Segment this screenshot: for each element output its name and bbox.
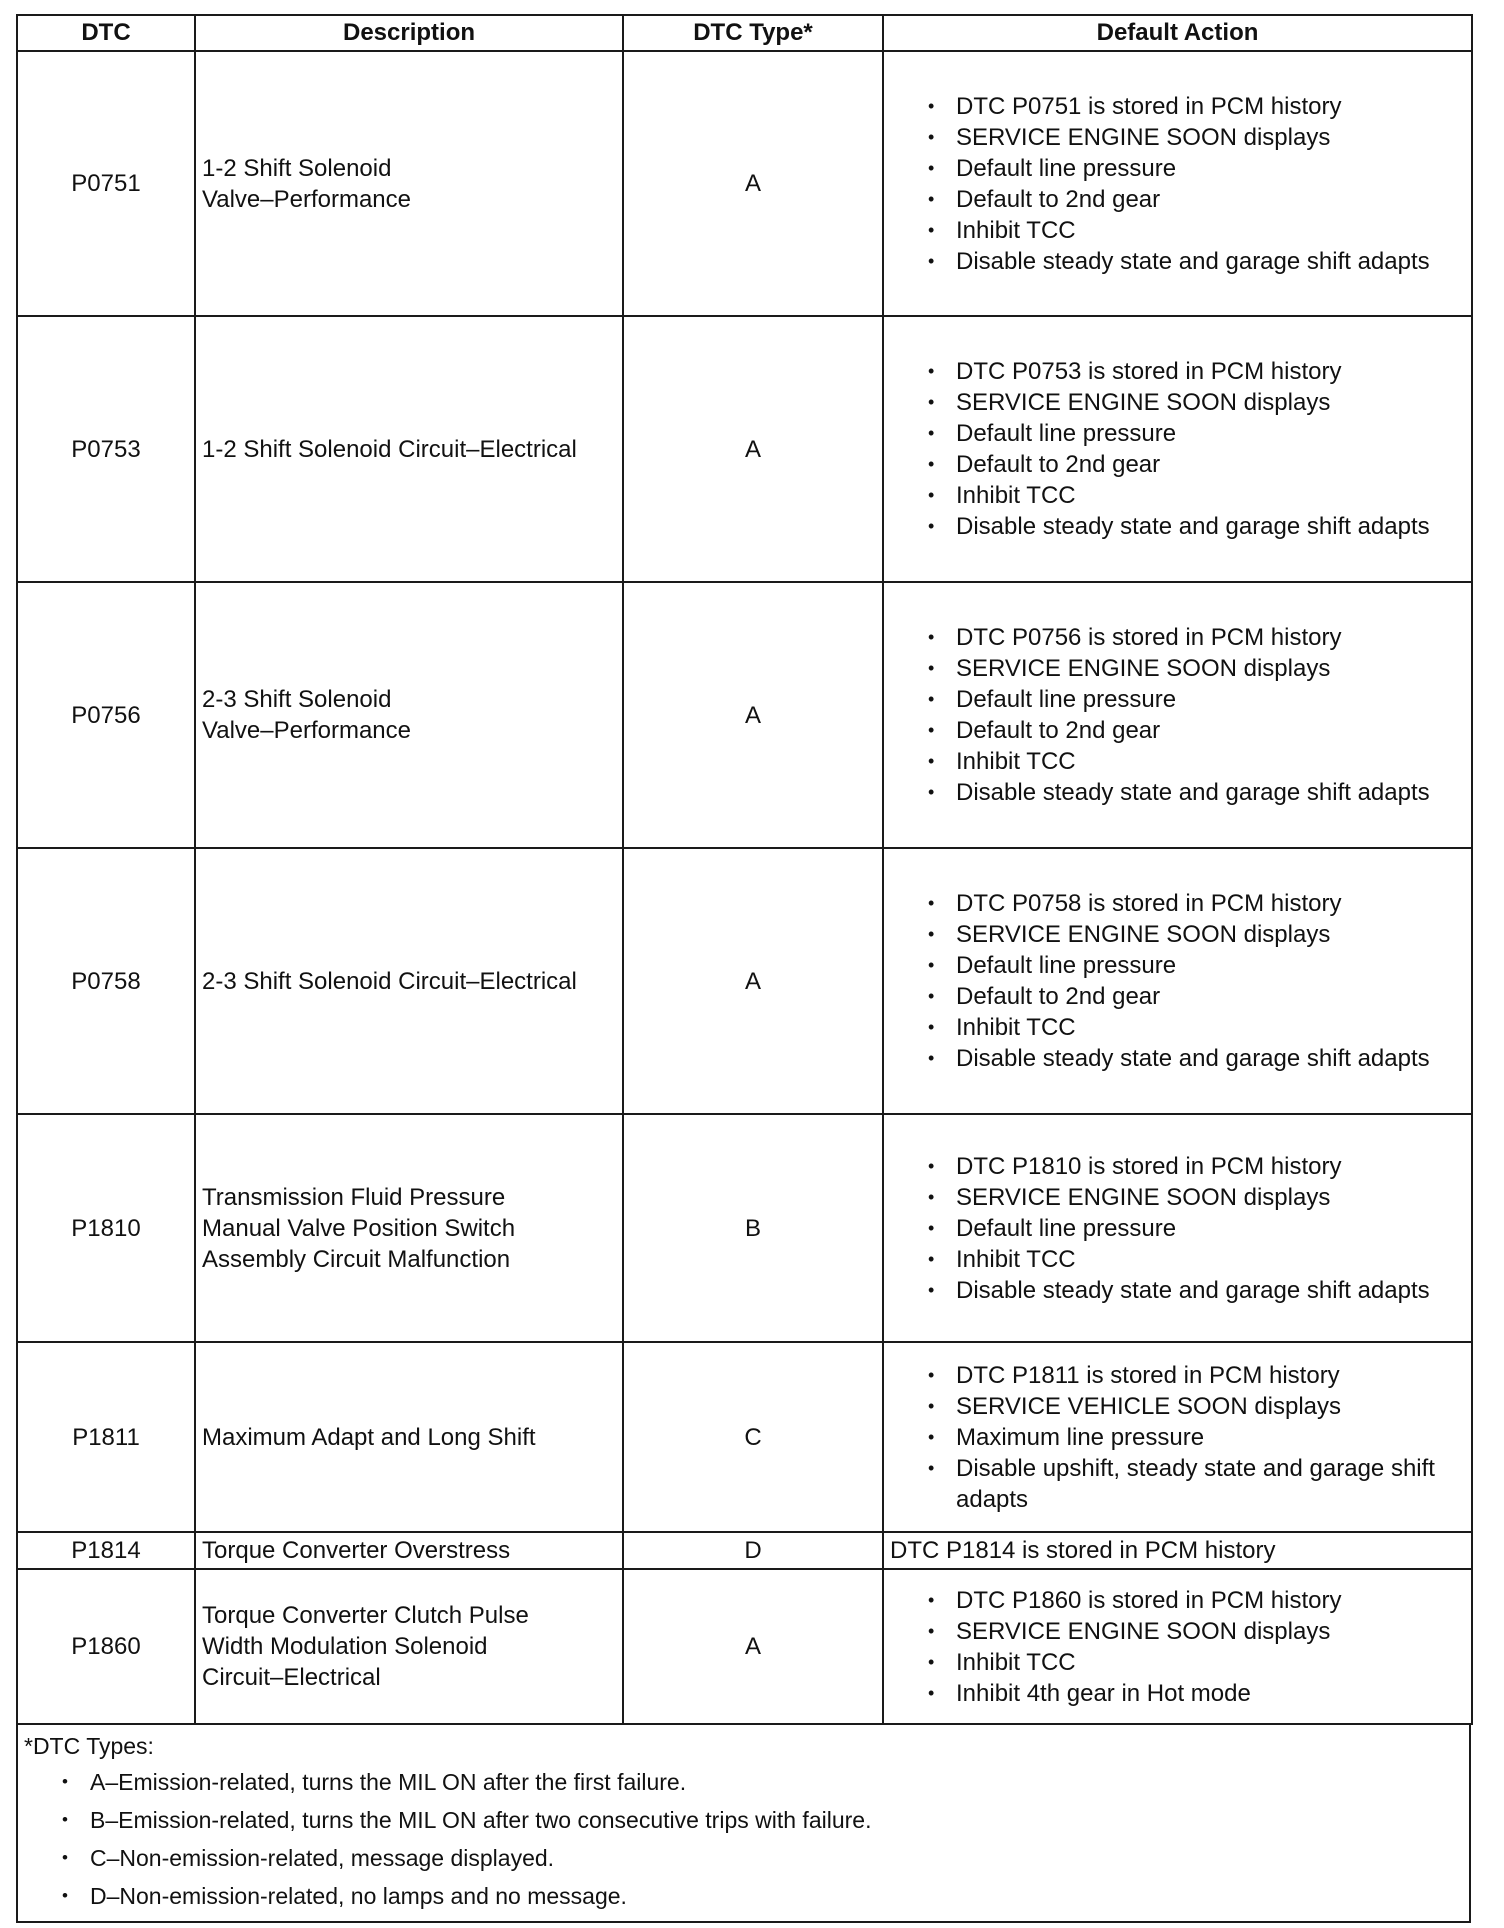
description-text: 1-2 Shift Solenoid Valve–Performance xyxy=(202,154,411,213)
header-default-action: Default Action xyxy=(883,15,1472,51)
list-item: • DTC P0756 is stored in PCM history xyxy=(888,622,1467,653)
list-item: • Disable steady state and garage shift adapts xyxy=(888,511,1467,542)
dtc-type: A xyxy=(623,848,883,1114)
dtc-description xyxy=(195,582,623,848)
list-item: • Inhibit TCC xyxy=(888,215,1467,246)
list-item: • Disable steady state and garage shift adapts xyxy=(888,1275,1467,1306)
dtc-type: B xyxy=(623,1114,883,1342)
description-text: 2-3 Shift Solenoid Valve–Performance xyxy=(202,686,411,744)
list-item: • Default to 2nd gear xyxy=(888,184,1467,215)
action-list xyxy=(888,622,1467,808)
list-item: • Inhibit TCC xyxy=(888,1647,1467,1678)
dtc-description xyxy=(195,1114,623,1342)
dtc-type: A xyxy=(623,316,883,582)
footnote-title: *DTC Types: xyxy=(24,1733,154,1759)
action-list xyxy=(888,1585,1467,1709)
list-item: • Disable upshift, steady state and garage shift adapts xyxy=(888,1453,1467,1515)
list-item: • D–Non-emission-related, no lamps and no message. xyxy=(18,1877,1469,1915)
list-item: • DTC P1860 is stored in PCM history xyxy=(888,1585,1467,1616)
table-row xyxy=(17,1569,1472,1724)
default-action: DTC P1814 is stored in PCM history xyxy=(883,1532,1472,1569)
list-item: • Default line pressure xyxy=(888,153,1467,184)
list-item: • SERVICE ENGINE SOON displays xyxy=(888,1182,1467,1213)
dtc-description xyxy=(195,1569,623,1724)
dtc-description xyxy=(195,51,623,316)
list-item: • SERVICE ENGINE SOON displays xyxy=(888,122,1467,153)
dtc-description xyxy=(195,848,623,1114)
table-row xyxy=(17,848,1472,1114)
list-item: • Default line pressure xyxy=(888,684,1467,715)
list-item: • SERVICE ENGINE SOON displays xyxy=(888,919,1467,950)
header-dtc-type: DTC Type* xyxy=(623,15,883,51)
description-text: Torque Converter Clutch Pulse Width Modulation Solenoid Circuit–Electrical xyxy=(202,1602,529,1691)
list-item: • SERVICE ENGINE SOON displays xyxy=(888,387,1467,418)
list-item: • C–Non-emission-related, message displayed. xyxy=(18,1839,1469,1877)
list-item: • Disable steady state and garage shift adapts xyxy=(888,246,1467,277)
dtc-code: P0756 xyxy=(17,582,195,848)
action-list xyxy=(888,356,1467,542)
table-row xyxy=(17,1114,1472,1342)
action-list xyxy=(888,1360,1467,1515)
dtc-type: A xyxy=(623,582,883,848)
list-item: • Default to 2nd gear xyxy=(888,715,1467,746)
default-action xyxy=(883,1342,1472,1532)
list-item: • B–Emission-related, turns the MIL ON after two consecutive trips with failure. xyxy=(18,1801,1469,1839)
default-action xyxy=(883,51,1472,316)
list-item: • DTC P0751 is stored in PCM history xyxy=(888,91,1467,122)
dtc-code: P0758 xyxy=(17,848,195,1114)
default-action xyxy=(883,848,1472,1114)
list-item: • Default line pressure xyxy=(888,950,1467,981)
dtc-code: P0751 xyxy=(17,51,195,316)
description-text: 1-2 Shift Solenoid Circuit–Electrical xyxy=(202,435,577,463)
header-dtc: DTC xyxy=(17,15,195,51)
dtc-table-sheet xyxy=(16,14,1471,1923)
dtc-description xyxy=(195,316,623,582)
table-row xyxy=(17,316,1472,582)
dtc-code: P1814 xyxy=(17,1532,195,1569)
list-item: • Inhibit TCC xyxy=(888,746,1467,777)
dtc-type: A xyxy=(623,1569,883,1724)
default-action xyxy=(883,1114,1472,1342)
list-item: • DTC P1810 is stored in PCM history xyxy=(888,1151,1467,1182)
footnote-list xyxy=(18,1763,1469,1915)
dtc-type: D xyxy=(623,1532,883,1569)
description-text: Maximum Adapt and Long Shift xyxy=(202,1423,536,1451)
list-item: • Disable steady state and garage shift adapts xyxy=(888,777,1467,808)
dtc-code: P1811 xyxy=(17,1342,195,1532)
default-action xyxy=(883,1569,1472,1724)
list-item: • Default line pressure xyxy=(888,1213,1467,1244)
dtc-types-footnote xyxy=(16,1725,1471,1923)
description-text: Transmission Fluid Pressure Manual Valve Position Switch Assembly Circuit Malfunction xyxy=(202,1183,516,1273)
dtc-description xyxy=(195,1532,623,1569)
description-text: Torque Converter Overstress xyxy=(202,1537,511,1564)
list-item: • DTC P0758 is stored in PCM history xyxy=(888,888,1467,919)
table-header-row xyxy=(17,15,1472,51)
list-item: • Default to 2nd gear xyxy=(888,981,1467,1012)
list-item: • SERVICE ENGINE SOON displays xyxy=(888,1616,1467,1647)
dtc-type: C xyxy=(623,1342,883,1532)
list-item: • Default line pressure xyxy=(888,418,1467,449)
description-text: 2-3 Shift Solenoid Circuit–Electrical xyxy=(202,967,577,995)
action-list xyxy=(888,888,1467,1074)
action-list xyxy=(888,1151,1467,1306)
list-item: • Maximum line pressure xyxy=(888,1422,1467,1453)
table-row xyxy=(17,51,1472,316)
list-item: • SERVICE VEHICLE SOON displays xyxy=(888,1391,1467,1422)
dtc-description xyxy=(195,1342,623,1532)
list-item: • Inhibit TCC xyxy=(888,480,1467,511)
dtc-code: P0753 xyxy=(17,316,195,582)
dtc-code: P1810 xyxy=(17,1114,195,1342)
list-item: • Inhibit TCC xyxy=(888,1244,1467,1275)
list-item: • Default to 2nd gear xyxy=(888,449,1467,480)
header-description: Description xyxy=(195,15,623,51)
default-action xyxy=(883,582,1472,848)
list-item: • A–Emission-related, turns the MIL ON after the first failure. xyxy=(18,1763,1469,1801)
list-item: • DTC P1811 is stored in PCM history xyxy=(888,1360,1467,1391)
dtc-type: A xyxy=(623,51,883,316)
table-row xyxy=(17,582,1472,848)
list-item: • DTC P0753 is stored in PCM history xyxy=(888,356,1467,387)
dtc-code: P1860 xyxy=(17,1569,195,1724)
dtc-table xyxy=(16,14,1473,1725)
table-row xyxy=(17,1532,1472,1569)
list-item: • SERVICE ENGINE SOON displays xyxy=(888,653,1467,684)
list-item: • Inhibit TCC xyxy=(888,1012,1467,1043)
action-list xyxy=(888,91,1467,277)
default-action xyxy=(883,316,1472,582)
table-row xyxy=(17,1342,1472,1532)
list-item: • Inhibit 4th gear in Hot mode xyxy=(888,1678,1467,1709)
list-item: • Disable steady state and garage shift adapts xyxy=(888,1043,1467,1074)
